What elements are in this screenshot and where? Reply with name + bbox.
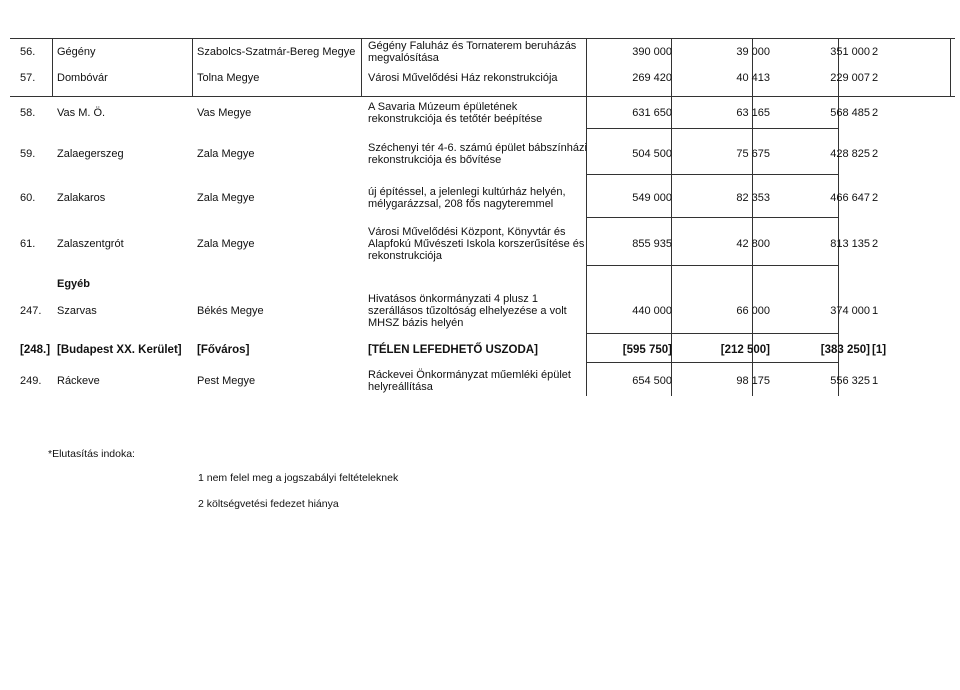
- grid-row-rule: [586, 174, 838, 175]
- cell-city: Zalaegerszeg: [57, 148, 124, 160]
- cell-county: Békés Megye: [197, 305, 264, 317]
- footnote-reason-1: 1 nem felel meg a jogszabályi feltételeknek: [198, 472, 399, 484]
- cell-own: 66 000: [736, 305, 770, 317]
- cell-project: új építéssel, a jelenlegi kultúrház helyén, mélygarázzsal, 208 fős nagyteremmel: [368, 186, 566, 210]
- grid-row-rule: [586, 362, 838, 363]
- cell-city: Szarvas: [57, 305, 97, 317]
- cell-code: 1: [872, 375, 879, 387]
- cell-total: 390 000: [632, 46, 672, 58]
- cell-city: Vas M. Ö.: [57, 107, 106, 119]
- cell-project: Városi Művelődési Ház rekonstrukciója: [368, 72, 558, 84]
- cell-grant: 813 135: [830, 238, 870, 250]
- cell-grant: [383 250]: [820, 344, 870, 356]
- cell-county: Szabolcs-Szatmár-Bereg Megye: [197, 46, 356, 58]
- cell-grant: 351 000: [830, 46, 870, 58]
- cell-code: 2: [872, 238, 879, 250]
- cell-grant: 428 825: [830, 148, 870, 160]
- section-heading-other: Egyéb: [57, 278, 91, 290]
- cell-own: 63 165: [736, 107, 770, 119]
- cell-own: 40 413: [736, 72, 770, 84]
- grid-row-rule: [586, 217, 838, 218]
- cell-county: [Főváros]: [197, 344, 250, 356]
- footnote-title: *Elutasítás indoka:: [48, 448, 135, 460]
- cell-project: [TÉLEN LEFEDHETŐ USZODA]: [368, 344, 538, 356]
- cell-project: Széchenyi tér 4-6. számú épület bábszínházi rekonstrukciója és bővítése: [368, 142, 587, 166]
- cell-own: 39 000: [736, 46, 770, 58]
- cell-grant: 556 325: [830, 375, 870, 387]
- cell-grant: 229 007: [830, 72, 870, 84]
- cell-code: 1: [872, 305, 879, 317]
- grid-row-rule: [586, 128, 838, 129]
- cell-own: 98 175: [736, 375, 770, 387]
- grid-top-rule: [10, 38, 955, 39]
- cell-total: 440 000: [632, 305, 672, 317]
- cell-own: 82 353: [736, 192, 770, 204]
- grid-row-rule: [586, 265, 838, 266]
- cell-no: 57.: [20, 72, 36, 84]
- cell-code: 2: [872, 72, 879, 84]
- cell-no: 249.: [20, 375, 42, 387]
- cell-no: 61.: [20, 238, 36, 250]
- cell-code: 2: [872, 148, 879, 160]
- cell-total: 269 420: [632, 72, 672, 84]
- cell-total: 855 935: [632, 238, 672, 250]
- cell-no: [248.]: [20, 344, 51, 356]
- cell-grant: 568 485: [830, 107, 870, 119]
- cell-total: 549 000: [632, 192, 672, 204]
- cell-own: 42 800: [736, 238, 770, 250]
- cell-city: Dombóvár: [57, 72, 108, 84]
- cell-own: [212 500]: [720, 344, 770, 356]
- cell-no: 60.: [20, 192, 36, 204]
- cell-project: Gégény Faluház és Tornaterem beruházás megvalósítása: [368, 40, 577, 64]
- cell-county: Zala Megye: [197, 192, 255, 204]
- cell-county: Zala Megye: [197, 238, 255, 250]
- cell-county: Tolna Megye: [197, 72, 260, 84]
- footnote-reason-2: 2 költségvetési fedezet hiánya: [198, 498, 339, 510]
- cell-city: Ráckeve: [57, 375, 100, 387]
- cell-code: 2: [872, 192, 879, 204]
- cell-no: 59.: [20, 148, 36, 160]
- grid-row-rule: [10, 96, 955, 97]
- cell-total: [595 750]: [622, 344, 672, 356]
- cell-code: 2: [872, 107, 879, 119]
- cell-total: 631 650: [632, 107, 672, 119]
- cell-project: Ráckevei Önkormányzat műemléki épület helyreállítása: [368, 369, 571, 393]
- cell-code: [1]: [872, 344, 887, 356]
- cell-city: Gégény: [57, 46, 96, 58]
- cell-grant: 466 647: [830, 192, 870, 204]
- cell-city: Zalaszentgrót: [57, 238, 124, 250]
- cell-city: [Budapest XX. Kerület]: [57, 344, 182, 356]
- grid-col-line: [192, 38, 193, 96]
- cell-county: Zala Megye: [197, 148, 255, 160]
- cell-no: 247.: [20, 305, 42, 317]
- cell-county: Pest Megye: [197, 375, 256, 387]
- cell-county: Vas Megye: [197, 107, 252, 119]
- cell-project: A Savaria Múzeum épületének rekonstrukciója és tetőtér beépítése: [368, 101, 543, 125]
- cell-total: 654 500: [632, 375, 672, 387]
- grid-col-line: [950, 38, 951, 96]
- cell-city: Zalakaros: [57, 192, 106, 204]
- cell-code: 2: [872, 46, 879, 58]
- cell-grant: 374 000: [830, 305, 870, 317]
- cell-total: 504 500: [632, 148, 672, 160]
- cell-project: Hivatásos önkormányzati 4 plusz 1 szerállásos tűzoltóság elhelyezése a volt MHSZ bázis helyén: [368, 293, 567, 329]
- cell-no: 58.: [20, 107, 36, 119]
- cell-no: 56.: [20, 46, 36, 58]
- cell-project: Városi Művelődési Központ, Könyvtár és Alapfokú Művészeti Iskola korszerűsítése és rekonstrukciója: [368, 226, 585, 262]
- cell-own: 75 675: [736, 148, 770, 160]
- grid-row-rule: [586, 333, 838, 334]
